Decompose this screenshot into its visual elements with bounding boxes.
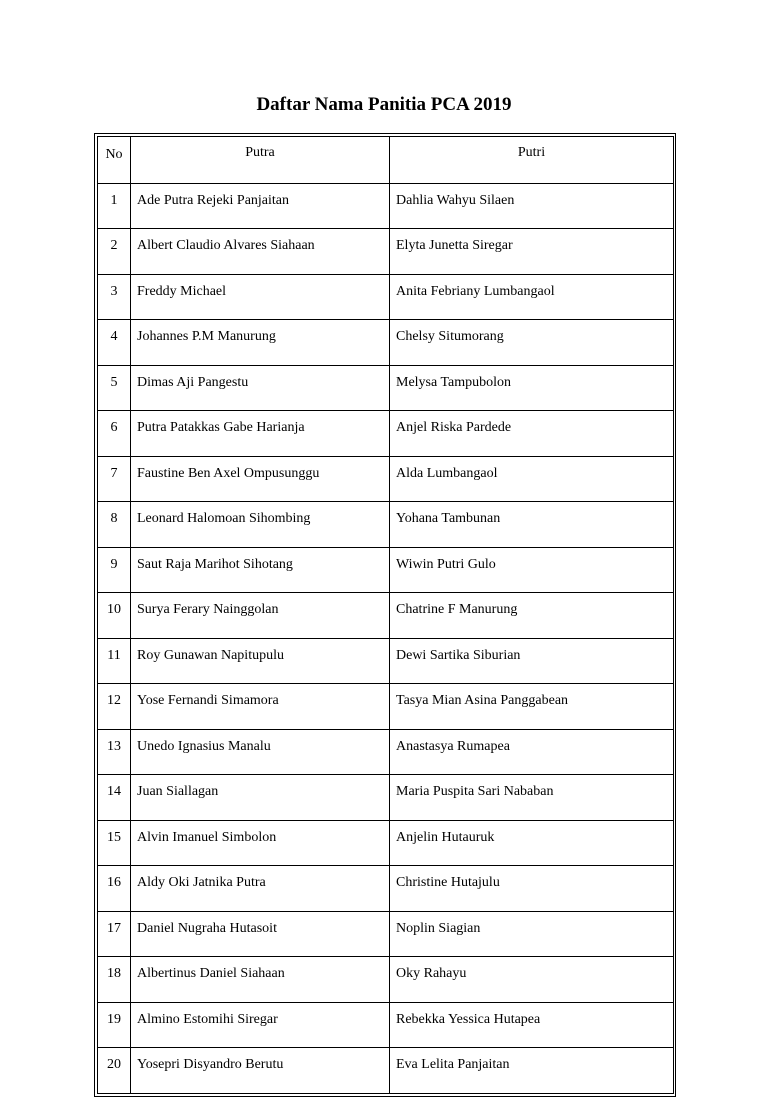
- putra-name: Yose Fernandi Simamora: [131, 684, 390, 730]
- putra-name: Aldy Oki Jatnika Putra: [131, 866, 390, 912]
- row-number: 10: [98, 593, 131, 639]
- putra-name: Almino Estomihi Siregar: [131, 1002, 390, 1048]
- putri-name: Oky Rahayu: [390, 957, 674, 1003]
- putri-name: Wiwin Putri Gulo: [390, 547, 674, 593]
- putri-name: Dahlia Wahyu Silaen: [390, 183, 674, 229]
- putra-name: Surya Ferary Nainggolan: [131, 593, 390, 639]
- putri-name: Anastasya Rumapea: [390, 729, 674, 775]
- table-row: [98, 320, 674, 366]
- putri-name: Chatrine F Manurung: [390, 593, 674, 639]
- putra-name: Alvin Imanuel Simbolon: [131, 820, 390, 866]
- table-row: [98, 274, 674, 320]
- table-row: [98, 911, 674, 957]
- row-number: 13: [98, 729, 131, 775]
- table-row: [98, 729, 674, 775]
- table-row: [98, 411, 674, 457]
- table-row: [98, 638, 674, 684]
- putra-name: Leonard Halomoan Sihombing: [131, 502, 390, 548]
- column-header-no: No: [98, 137, 131, 184]
- row-number: 12: [98, 684, 131, 730]
- table-row: [98, 456, 674, 502]
- putra-name: Freddy Michael: [131, 274, 390, 320]
- putra-name: Saut Raja Marihot Sihotang: [131, 547, 390, 593]
- row-number: 1: [98, 183, 131, 229]
- table-row: [98, 593, 674, 639]
- putri-name: Dewi Sartika Siburian: [390, 638, 674, 684]
- putra-name: Putra Patakkas Gabe Harianja: [131, 411, 390, 457]
- putri-name: Eva Lelita Panjaitan: [390, 1048, 674, 1094]
- putra-name: Ade Putra Rejeki Panjaitan: [131, 183, 390, 229]
- table-row: [98, 502, 674, 548]
- row-number: 6: [98, 411, 131, 457]
- row-number: 4: [98, 320, 131, 366]
- column-header-putri: Putri: [390, 137, 674, 184]
- table-row: [98, 547, 674, 593]
- putri-name: Anita Febriany Lumbangaol: [390, 274, 674, 320]
- table-row: [98, 866, 674, 912]
- row-number: 9: [98, 547, 131, 593]
- row-number: 5: [98, 365, 131, 411]
- putra-name: Yosepri Disyandro Berutu: [131, 1048, 390, 1094]
- row-number: 20: [98, 1048, 131, 1094]
- putri-name: Melysa Tampubolon: [390, 365, 674, 411]
- putra-name: Daniel Nugraha Hutasoit: [131, 911, 390, 957]
- putra-name: Roy Gunawan Napitupulu: [131, 638, 390, 684]
- row-number: 2: [98, 229, 131, 275]
- table-row: [98, 1048, 674, 1094]
- row-number: 11: [98, 638, 131, 684]
- committee-table: [97, 136, 674, 1094]
- table-row: [98, 957, 674, 1003]
- row-number: 15: [98, 820, 131, 866]
- putri-name: Yohana Tambunan: [390, 502, 674, 548]
- putri-name: Tasya Mian Asina Panggabean: [390, 684, 674, 730]
- putri-name: Elyta Junetta Siregar: [390, 229, 674, 275]
- putra-name: Dimas Aji Pangestu: [131, 365, 390, 411]
- committee-table-frame: [94, 133, 676, 1097]
- document-title: Daftar Nama Panitia PCA 2019: [256, 94, 512, 115]
- row-number: 19: [98, 1002, 131, 1048]
- row-number: 14: [98, 775, 131, 821]
- table-row: [98, 684, 674, 730]
- putra-name: Albertinus Daniel Siahaan: [131, 957, 390, 1003]
- table-row: [98, 183, 674, 229]
- putra-name: Faustine Ben Axel Ompusunggu: [131, 456, 390, 502]
- putri-name: Anjelin Hutauruk: [390, 820, 674, 866]
- table-body: [98, 183, 674, 1093]
- putri-name: Chelsy Situmorang: [390, 320, 674, 366]
- table-header-row: [98, 137, 674, 184]
- putri-name: Noplin Siagian: [390, 911, 674, 957]
- row-number: 7: [98, 456, 131, 502]
- column-header-putra: Putra: [131, 137, 390, 184]
- row-number: 3: [98, 274, 131, 320]
- putri-name: Anjel Riska Pardede: [390, 411, 674, 457]
- putri-name: Alda Lumbangaol: [390, 456, 674, 502]
- row-number: 8: [98, 502, 131, 548]
- table-row: [98, 229, 674, 275]
- putri-name: Maria Puspita Sari Nababan: [390, 775, 674, 821]
- table-row: [98, 820, 674, 866]
- row-number: 18: [98, 957, 131, 1003]
- table-row: [98, 1002, 674, 1048]
- putra-name: Juan Siallagan: [131, 775, 390, 821]
- putri-name: Rebekka Yessica Hutapea: [390, 1002, 674, 1048]
- row-number: 16: [98, 866, 131, 912]
- putra-name: Albert Claudio Alvares Siahaan: [131, 229, 390, 275]
- putra-name: Unedo Ignasius Manalu: [131, 729, 390, 775]
- table-row: [98, 775, 674, 821]
- putri-name: Christine Hutajulu: [390, 866, 674, 912]
- table-row: [98, 365, 674, 411]
- row-number: 17: [98, 911, 131, 957]
- putra-name: Johannes P.M Manurung: [131, 320, 390, 366]
